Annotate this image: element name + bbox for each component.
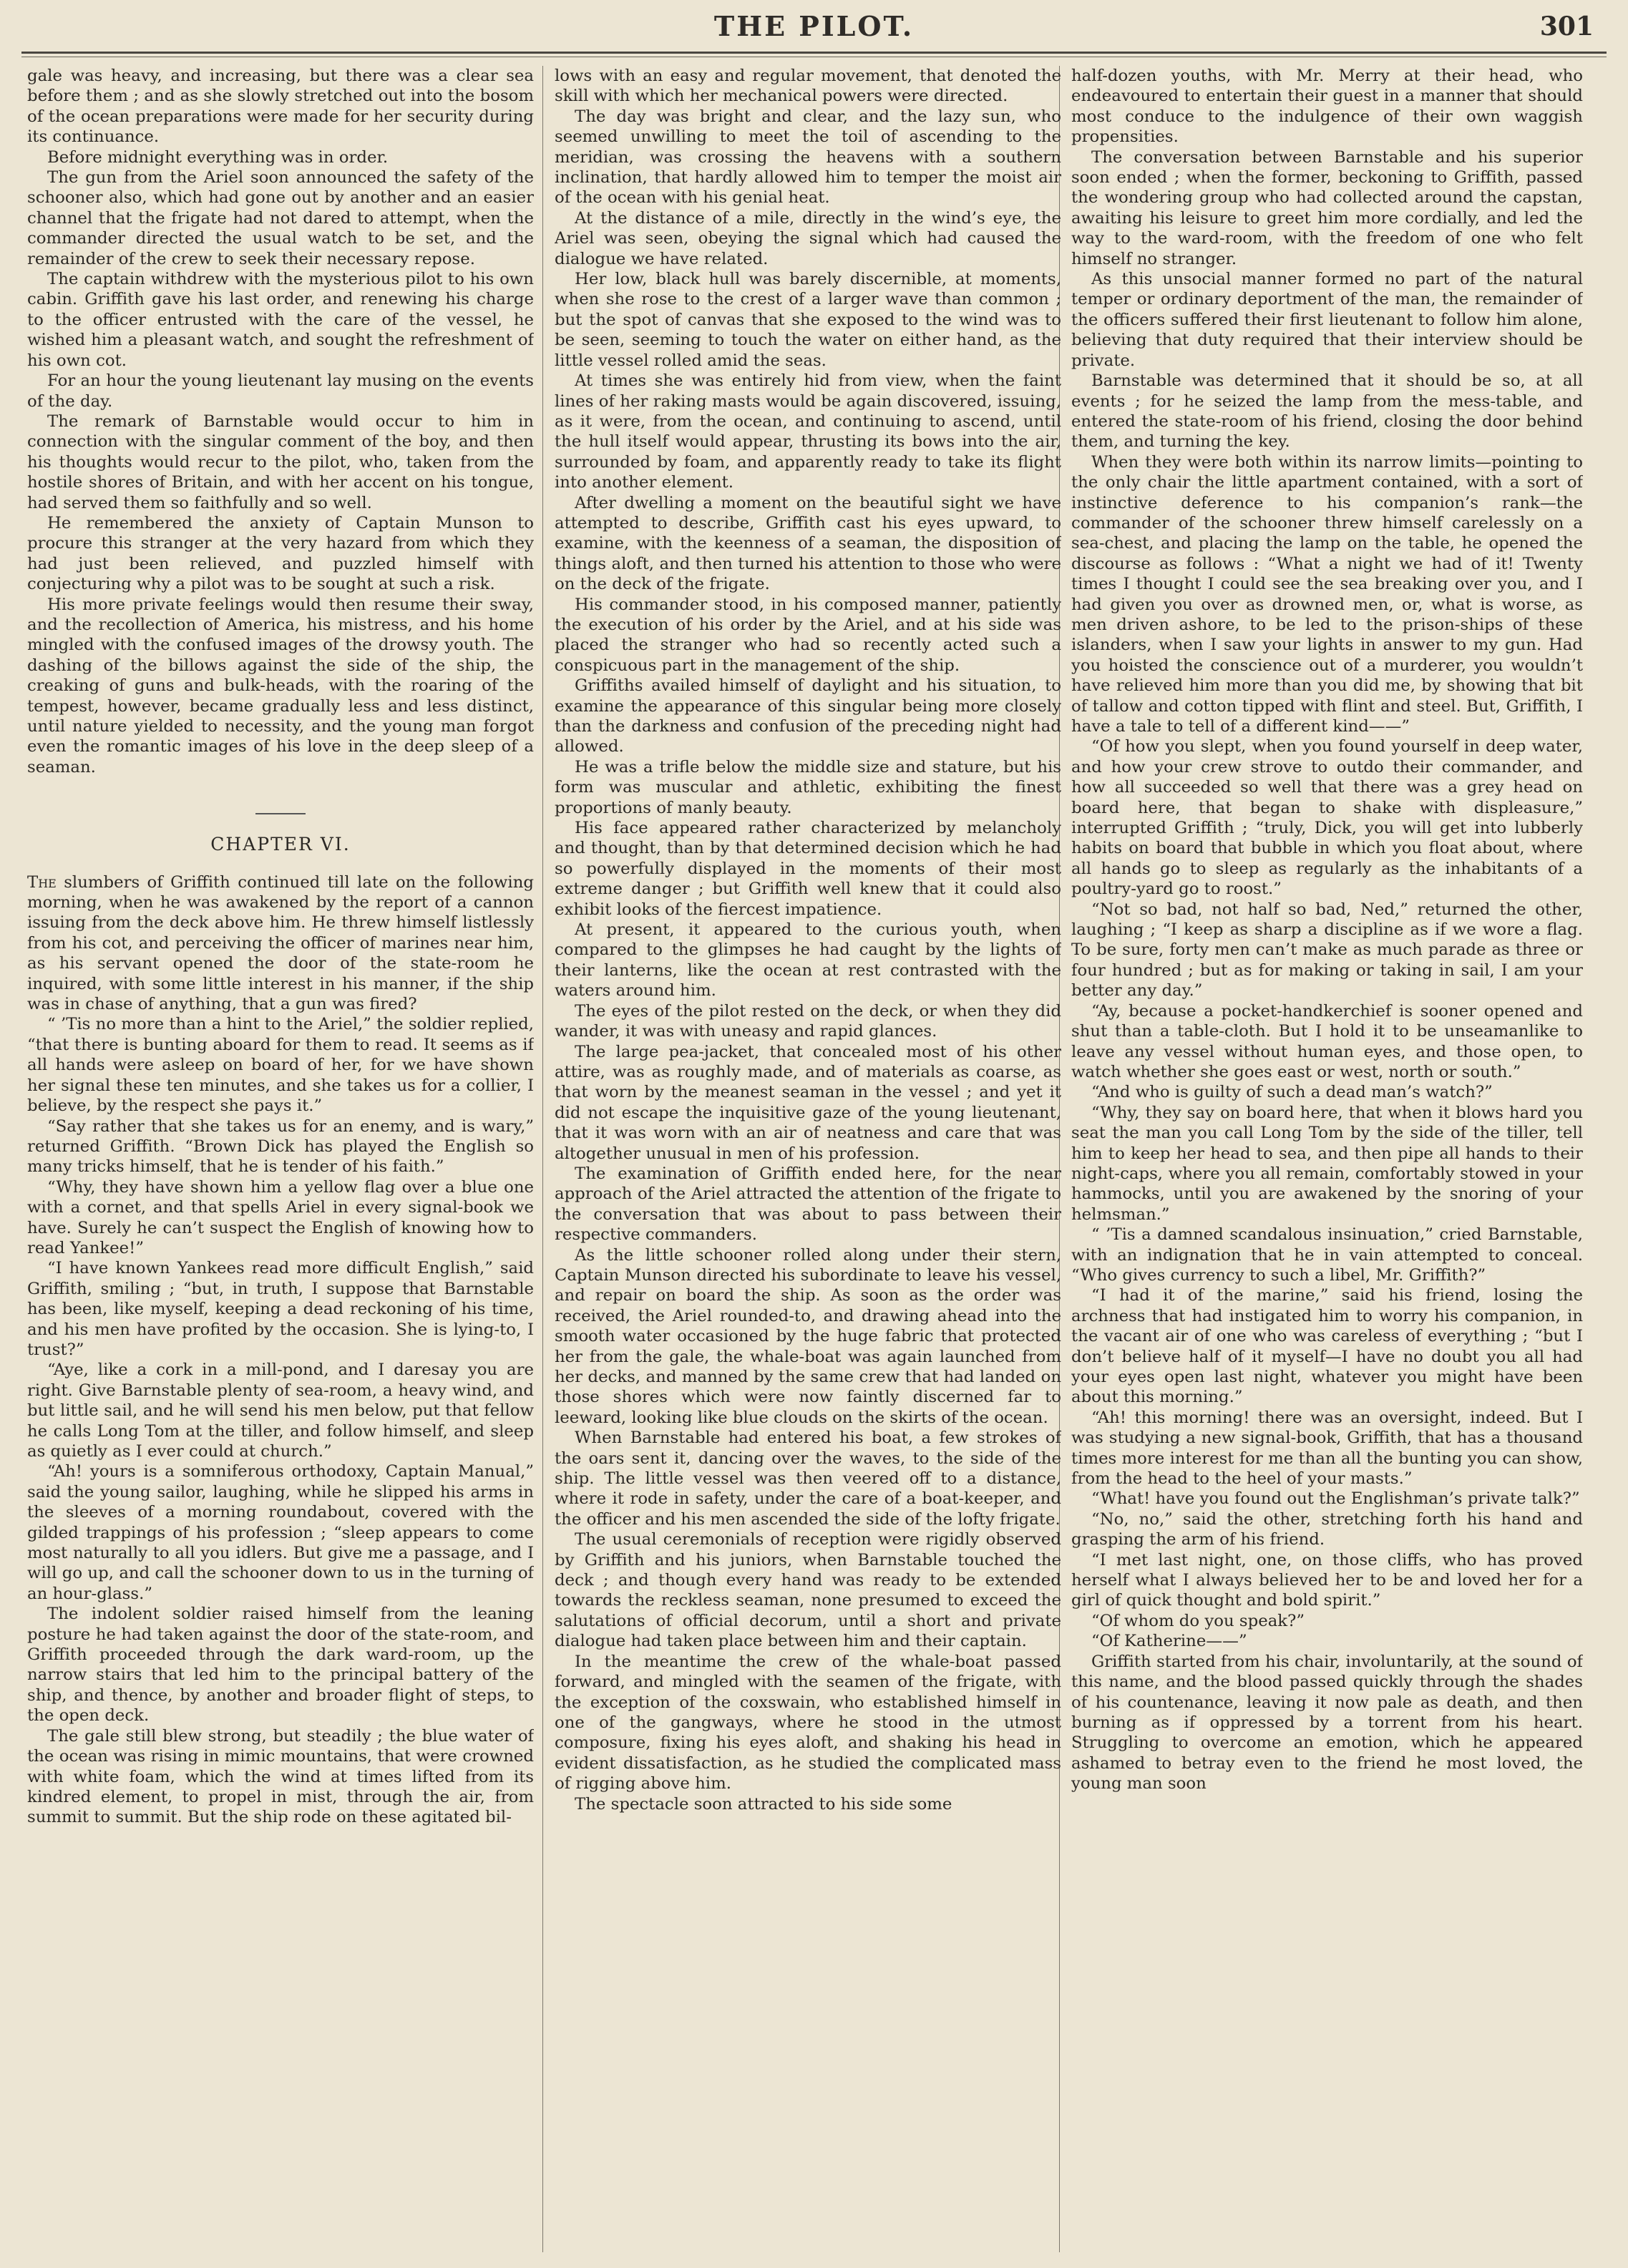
paragraph: His face appeared rather characterized by melancholy and thought, than by that determined decision which he had so powerfully displayed in the moments of their most extreme danger ; but Griffith well knew that it could also exhibit looks of the fiercest impatience.: [555, 819, 1061, 919]
paragraph: The usual ceremonials of reception were rigidly observed by Griffith and his juniors, when Barnstable touched the deck ; and though every hand was ready to be extended towards the reckless seaman, none presumed to exceed the salutations of official decorum, until a short and private dialogue had taken place between him and their captain.: [555, 1530, 1061, 1651]
paragraph: “Ah! this morning! there was an oversight, indeed. But I was studying a new signal-book, Griffith, that has a thousand times more interest for me than all the bunting you can show, from the head to the heel of your masts.”: [1071, 1408, 1583, 1489]
paragraph: “ ’Tis a damned scandalous insinuation,” cried Barnstable, with an indignation that he in vain attempted to conceal. “Who gives currency to such a libel, Mr. Griffith?”: [1071, 1225, 1583, 1285]
paragraph: The remark of Barnstable would occur to him in connection with the singular comment of the boy, and then his thoughts would recur to the pilot, who, taken from the hostile shores of Britain, and with her accent on his tongue, had served them so faithfully and so well.: [27, 412, 534, 512]
paragraph: “I have known Yankees read more difficult English,” said Griffith, smiling ; “but, in truth, I suppose that Barnstable has been, like myself, keeping a dead reckoning of his time, and his men have profited by the occasion. She is lying-to, I trust?”: [27, 1259, 534, 1359]
paragraph: “Ay, because a pocket-handkerchief is sooner opened and shut than a table-cloth. But I hold it to be unseamanlike to leave any vessel without human eyes, and those open, to watch whether she goes east or west, north or south.”: [1071, 1001, 1583, 1081]
page-number: 301: [1539, 11, 1594, 42]
paragraph: “Why, they have shown him a yellow flag over a blue one with a cornet, and that spells Ariel in every signal-book we have. Surely he can’t suspect the English of knowing how to read Yankee!”: [27, 1177, 534, 1257]
paragraph: The indolent soldier raised himself from the leaning posture he had taken against the door of the state-room, and Griffith proceeded through the dark ward-room, up the narrow stairs that led him to the principal battery of the ship, and thence, by another and broader flight of steps, to the open deck.: [27, 1605, 534, 1726]
paragraph: Griffiths availed himself of daylight and his situation, to examine the appearance of this singular being more closely than the darkness and confusion of the preceding night had allowed.: [555, 676, 1061, 756]
text-column-1: [27, 66, 534, 2256]
paragraph: For an hour the young lieutenant lay musing on the events of the day.: [27, 371, 534, 411]
chapter-opening-paragraph: [27, 872, 534, 1015]
text-column-3: [1071, 66, 1583, 2256]
paragraph: At times she was entirely hid from view, when the faint lines of her raking masts would be again discovered, issuing, as it were, from the ocean, and continuing to ascend, until the hull itself would appear, thrusting its bows into the air, surrounded by foam, and apparently ready to take its flight into another element.: [555, 371, 1061, 492]
paragraph: Her low, black hull was barely discernible, at moments, when she rose to the crest of a larger wave than common ; but the spot of canvas that she exposed to the wind was to be seen, seeming to touch the water on either hand, as the little vessel rolled amid the seas.: [555, 270, 1061, 370]
chapter-separator: [255, 813, 306, 814]
paragraph: “No, no,” said the other, stretching forth his hand and grasping the arm of his friend.: [1071, 1509, 1583, 1549]
paragraph: As this unsocial manner formed no part of the natural temper or ordinary deportment of the man, the remainder of the officers suffered their first lieutenant to follow him alone, believing that duty required that their interview should be private.: [1071, 270, 1583, 370]
paragraph: “Not so bad, not half so bad, Ned,” returned the other, laughing ; “I keep as sharp a discipline as if we wore a flag. To be sure, forty men can’t make as much parade as three or four hundred ; but as for making or taking in sail, I am your better any day.”: [1071, 900, 1583, 1001]
paragraph: The eyes of the pilot rested on the deck, or when they did wander, it was with uneasy and rapid glances.: [555, 1001, 1061, 1041]
paragraph: The gale still blew strong, but steadily ; the blue water of the ocean was rising in mimic mountains, that were crowned with white foam, which the wind at times lifted from its kindred element, to propel in mist, through the air, from summit to summit. But the ship rode on these agitated bil-: [27, 1726, 534, 1827]
running-title: THE PILOT.: [713, 10, 915, 42]
chapter-first-word: The: [27, 872, 57, 892]
paragraph: Before midnight everything was in order.: [47, 147, 389, 167]
paragraph: “What! have you found out the Englishman’s private talk?”: [1091, 1489, 1580, 1509]
paragraph: As the little schooner rolled along under their stern, Captain Munson directed his subordinate to leave his vessel, and repair on board the ship. As soon as the order was received, the Ariel rounded-to, and drawing ahead into the smooth water occasioned by the huge fabric that protected her from the gale, the whale-boat was again launched from her decks, and manned by the same crew that had landed on those shores which were now faintly discerned far to leeward, looking like blue clouds on the skirts of the ocean.: [555, 1245, 1061, 1427]
paragraph: At the distance of a mile, directly in the wind’s eye, the Ariel was seen, obeying the signal which had caused the dialogue we have related.: [555, 208, 1061, 268]
paragraph: When they were both within its narrow limits—pointing to the only chair the little apartment contained, with a sort of instinctive deference to his companion’s rank—the commander of the schooner threw himself carelessly on a sea-chest, and placing the lamp on the table, he opened the discourse as follows : “What a night we had of it! Twenty times I thought I could see the sea breaking over you, and I had given you over as drowned men, or, what is worse, as men driven ashore, to be led to the prison-ships of these islanders, when I saw your lights in answer to my gun. Had you hoisted the conscience out of a murderer, you wouldn’t have relieved him more than you did me, by showing that bit of tallow and cotton tipped with flint and steel. But, Griffith, I have a tale to tell of a different kind——”: [1071, 452, 1583, 736]
paragraph: lows with an easy and regular movement, that denoted the skill with which her mechanical powers were directed.: [555, 67, 1061, 106]
text-column-2: [555, 66, 1061, 2256]
paragraph: His commander stood, in his composed manner, patiently the execution of his order by the Ariel, and at his side was placed the stranger who had so recently acted such a conspicuous part in the management of the ship.: [555, 595, 1061, 675]
paragraph: half-dozen youths, with Mr. Merry at their head, who endeavoured to entertain their guest in a manner that should most conduce to the indulgence of their own waggish propensities.: [1071, 67, 1583, 147]
paragraph: “Of Katherine——”: [1091, 1632, 1247, 1651]
paragraph: “Of whom do you speak?”: [1091, 1611, 1305, 1630]
chapter-first-text: slumbers of Griffith continued till late on the following morning, when he was awakened by the report of a cannon issuing from the deck above him. He threw himself listlessly from his cot, and perceiving the officer of marines near him, as his servant opened the door of the state-room he inquired, with some little interest in his manner, if the ship was in chase of anything, that a gun was fired?: [27, 872, 534, 1014]
paragraph: He was a trifle below the middle size and stature, but his form was muscular and athletic, exhibiting the finest proportions of manly beauty.: [555, 757, 1061, 817]
paragraph: The conversation between Barnstable and his superior soon ended ; when the former, beckoning to Griffith, passed the wondering group who had collected around the capstan, awaiting his leisure to greet him more cordially, and led the way to the ward-room, with the freedom of one who felt himself no stranger.: [1071, 147, 1583, 268]
page-header: [0, 0, 1628, 57]
paragraph: The examination of Griffith ended here, for the near approach of the Ariel attracted the attention of the frigate to the conversation that was about to pass between their respective commanders.: [555, 1164, 1061, 1245]
paragraph: Griffith started from his chair, involuntarily, at the sound of this name, and the blood passed quickly through the shades of his countenance, leaving it now pale as death, and then burning as if oppressed by a torrent from his heart. Struggling to overcome an emotion, which he appeared ashamed to betray even to the friend he most loved, the young man soon: [1071, 1652, 1583, 1794]
paragraph: After dwelling a moment on the beautiful sight we have attempted to describe, Griffith cast his eyes upward, to examine, with the keenness of a seaman, the disposition of things aloft, and then turned his attention to those who were on the deck of the frigate.: [555, 493, 1061, 594]
chapter-title: CHAPTER VI.: [210, 834, 351, 855]
paragraph: “Say rather that she takes us for an enemy, and is wary,” returned Griffith. “Brown Dick has played the English so many tricks himself, that he is tender of his faith.”: [27, 1116, 534, 1177]
paragraph: When Barnstable had entered his boat, a few strokes of the oars sent it, dancing over the waves, to the side of the ship. The little vessel was then veered off to a distance, where it rode in safety, under the care of a boat-keeper, and the officer and his men ascended the side of the lofty frigate.: [555, 1429, 1061, 1529]
paragraph: At present, it appeared to the curious youth, when compared to the glimpses he had caught by the lights of their lanterns, like the ocean at rest contrasted with the waters around him.: [555, 920, 1061, 1001]
paragraph: The day was bright and clear, and the lazy sun, who seemed unwilling to meet the toil of ascending to the meridian, was crossing the heavens with a southern inclination, that hardly allowed him to temper the moist air of the ocean with his genial heat.: [555, 107, 1061, 208]
paragraph: Barnstable was determined that it should be so, at all events ; for he seized the lamp from the mess-table, and entered the state-room of his friend, closing the door behind them, and turning the key.: [1071, 371, 1583, 452]
paragraph: “I met last night, one, on those cliffs, who has proved herself what I always believed her to be and loved her for a girl of quick thought and bold spirit.”: [1071, 1550, 1583, 1610]
paragraph: gale was heavy, and increasing, but there was a clear sea before them ; and as she slowly stretched out into the bosom of the ocean preparations were made for her security during its continuance.: [27, 67, 534, 147]
paragraph: “I had it of the marine,” said his friend, losing the archness that had instigated him to worry his companion, in the vacant air of one who was careless of everything ; “but I don’t believe half of it myself—I have no doubt you all had your eyes open last night, whatever you might have been about this morning.”: [1071, 1286, 1583, 1407]
paragraph: “And who is guilty of such a dead man’s watch?”: [1091, 1083, 1493, 1102]
paragraph: In the meantime the crew of the whale-boat passed forward, and mingled with the seamen of the frigate, with the exception of the coxswain, who established himself in one of the gangways, where he stood in the utmost composure, fixing his eyes aloft, and shaking his head in evident dissatisfaction, as he studied the complicated mass of rigging above him.: [555, 1652, 1061, 1794]
column-divider-1: [542, 66, 543, 2252]
paragraph: “Aye, like a cork in a mill-pond, and I daresay you are right. Give Barnstable plenty of sea-room, a heavy wind, and but little sail, and he will send his men below, put that fellow he calls Long Tom at the tiller, and follow himself, and sleep as quietly as I ever could at church.”: [27, 1361, 534, 1461]
paragraph: The large pea-jacket, that concealed most of his other attire, was as roughly made, and of materials as coarse, as that worn by the meanest seaman in the vessel ; and yet it did not escape the inquisitive gaze of the young lieutenant, that it was worn with an air of neatness and care that was altogether unusual in men of his profession.: [555, 1042, 1061, 1163]
paragraph: The gun from the Ariel soon announced the safety of the schooner also, which had gone out by another and an easier channel that the frigate had not dared to attempt, when the commander directed the usual watch to be set, and the remainder of the crew to seek their necessary repose.: [27, 168, 534, 268]
paragraph: His more private feelings would then resume their sway, and the recollection of America, his mistress, and his home mingled with the confused images of the drowsy youth. The dashing of the billows against the side of the ship, the creaking of guns and bulk-heads, with the roaring of the tempest, however, became gradually less and less distinct, until nature yielded to necessity, and the young man forgot even the romantic images of his love in the deep sleep of a seaman.: [27, 595, 534, 777]
paragraph: “ ’Tis no more than a hint to the Ariel,” the soldier replied, “that there is bunting aboard for them to read. It seems as if all hands were asleep on board of her, for we have shown her signal these ten minutes, and she takes us for a collier, I believe, by the respect she pays it.”: [27, 1015, 534, 1116]
paragraph: He remembered the anxiety of Captain Munson to procure this stranger at the very hazard from which they had just been relieved, and puzzled himself with conjecturing why a pilot was to be sought at such a risk.: [27, 513, 534, 594]
paragraph: The captain withdrew with the mysterious pilot to his own cabin. Griffith gave his last order, and renewing his charge to the officer entrusted with the care of the vessel, he wished him a pleasant watch, and sought the refreshment of his own cot.: [27, 270, 534, 370]
header-rule: [21, 52, 1607, 54]
paragraph: The spectacle soon attracted to his side some: [575, 1794, 952, 1814]
paragraph: “Why, they say on board here, that when it blows hard you seat the man you call Long Tom by the side of the tiller, tell him to keep her head to sea, and then pipe all hands to their night-caps, where you all remain, comfortably stowed in your hammocks, until you are awakened by the snoring of your helmsman.”: [1071, 1103, 1583, 1224]
paragraph: “Of how you slept, when you found yourself in deep water, and how your crew strove to outdo their commander, and how all succeeded so well that there was a grey head on board here, that began to shake with displeasure,” interrupted Griffith ; “truly, Dick, you will get into lubberly habits on board that bubble in which you float about, where all hands go to sleep as regularly as the inhabitants of a poultry-yard go to roost.”: [1071, 737, 1583, 899]
paragraph: “Ah! yours is a somniferous orthodoxy, Captain Manual,” said the young sailor, laughing, while he slipped his arms in the sleeves of a morning roundabout, covered with the gilded trappings of his profession ; “sleep appears to come most naturally to all you idlers. But give me a passage, and I will go up, and call the schooner down to us in the turning of an hour-glass.”: [27, 1462, 534, 1603]
